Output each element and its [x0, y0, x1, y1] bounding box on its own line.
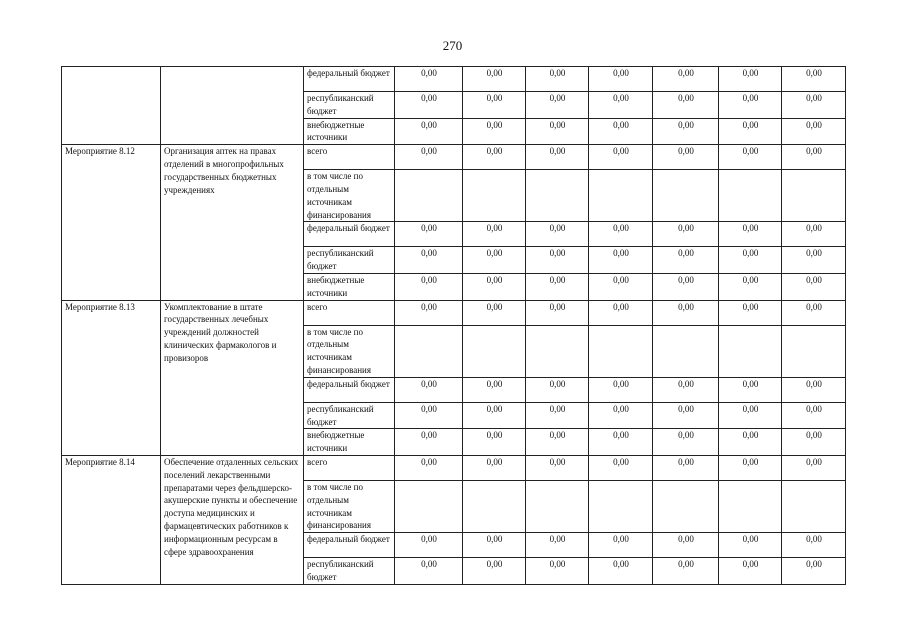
- empty-value-cell: [463, 325, 526, 377]
- value-cell: 0,00: [719, 247, 782, 274]
- value-cell: 0,00: [463, 118, 526, 145]
- funding-source: внебюджетные источники: [304, 273, 395, 300]
- value-cell: 0,00: [526, 429, 589, 456]
- value-cell: 0,00: [653, 533, 719, 558]
- value-cell: 0,00: [526, 273, 589, 300]
- value-cell: 0,00: [463, 377, 526, 402]
- value-cell: 0,00: [719, 300, 782, 325]
- funding-source: федеральный бюджет: [304, 222, 395, 247]
- value-cell: 0,00: [653, 67, 719, 92]
- value-cell: 0,00: [463, 273, 526, 300]
- value-cell: 0,00: [589, 455, 653, 480]
- value-cell: 0,00: [526, 377, 589, 402]
- funding-source: всего: [304, 455, 395, 480]
- measure-label: Мероприятие 8.14: [62, 455, 161, 584]
- measure-label: Мероприятие 8.13: [62, 300, 161, 455]
- empty-value-cell: [653, 480, 719, 532]
- empty-value-cell: [589, 325, 653, 377]
- measure-label-empty: [62, 67, 161, 145]
- empty-value-cell: [782, 325, 846, 377]
- value-cell: 0,00: [395, 247, 463, 274]
- value-cell: 0,00: [463, 300, 526, 325]
- empty-value-cell: [719, 325, 782, 377]
- budget-table: [61, 66, 846, 585]
- value-cell: 0,00: [653, 247, 719, 274]
- empty-value-cell: [463, 480, 526, 532]
- value-cell: 0,00: [463, 558, 526, 585]
- funding-source: всего: [304, 145, 395, 170]
- measure-description-empty: [161, 67, 304, 145]
- value-cell: 0,00: [526, 92, 589, 119]
- measure-label: Мероприятие 8.12: [62, 145, 161, 300]
- empty-value-cell: [589, 170, 653, 222]
- table-row: [62, 455, 846, 480]
- empty-value-cell: [653, 170, 719, 222]
- value-cell: 0,00: [782, 247, 846, 274]
- value-cell: 0,00: [589, 533, 653, 558]
- value-cell: 0,00: [395, 145, 463, 170]
- value-cell: 0,00: [526, 455, 589, 480]
- value-cell: 0,00: [782, 145, 846, 170]
- empty-value-cell: [463, 170, 526, 222]
- value-cell: 0,00: [589, 273, 653, 300]
- value-cell: 0,00: [589, 222, 653, 247]
- value-cell: 0,00: [653, 273, 719, 300]
- empty-value-cell: [719, 480, 782, 532]
- empty-value-cell: [719, 170, 782, 222]
- value-cell: 0,00: [719, 67, 782, 92]
- value-cell: 0,00: [719, 558, 782, 585]
- value-cell: 0,00: [463, 92, 526, 119]
- value-cell: 0,00: [719, 455, 782, 480]
- value-cell: 0,00: [395, 118, 463, 145]
- value-cell: 0,00: [719, 118, 782, 145]
- value-cell: 0,00: [526, 558, 589, 585]
- value-cell: 0,00: [719, 377, 782, 402]
- value-cell: 0,00: [395, 92, 463, 119]
- value-cell: 0,00: [782, 377, 846, 402]
- value-cell: 0,00: [463, 67, 526, 92]
- empty-value-cell: [395, 480, 463, 532]
- value-cell: 0,00: [653, 92, 719, 119]
- value-cell: 0,00: [719, 92, 782, 119]
- value-cell: 0,00: [589, 118, 653, 145]
- empty-value-cell: [526, 480, 589, 532]
- empty-value-cell: [526, 325, 589, 377]
- value-cell: 0,00: [395, 402, 463, 429]
- value-cell: 0,00: [653, 402, 719, 429]
- value-cell: 0,00: [463, 145, 526, 170]
- funding-source: республиканский бюджет: [304, 92, 395, 119]
- value-cell: 0,00: [719, 273, 782, 300]
- funding-source: в том числе по отдельным источникам финансирования: [304, 170, 395, 222]
- value-cell: 0,00: [589, 300, 653, 325]
- empty-value-cell: [589, 480, 653, 532]
- funding-source: республиканский бюджет: [304, 402, 395, 429]
- value-cell: 0,00: [395, 455, 463, 480]
- value-cell: 0,00: [395, 300, 463, 325]
- value-cell: 0,00: [653, 558, 719, 585]
- value-cell: 0,00: [653, 429, 719, 456]
- value-cell: 0,00: [782, 67, 846, 92]
- value-cell: 0,00: [782, 300, 846, 325]
- funding-source: республиканский бюджет: [304, 558, 395, 585]
- value-cell: 0,00: [526, 300, 589, 325]
- empty-value-cell: [526, 170, 589, 222]
- value-cell: 0,00: [782, 92, 846, 119]
- value-cell: 0,00: [395, 533, 463, 558]
- funding-source: внебюджетные источники: [304, 118, 395, 145]
- value-cell: 0,00: [589, 92, 653, 119]
- page-number: 270: [442, 38, 463, 53]
- value-cell: 0,00: [782, 402, 846, 429]
- value-cell: 0,00: [653, 145, 719, 170]
- value-cell: 0,00: [782, 222, 846, 247]
- funding-source: всего: [304, 300, 395, 325]
- value-cell: 0,00: [526, 402, 589, 429]
- value-cell: 0,00: [653, 377, 719, 402]
- value-cell: 0,00: [463, 247, 526, 274]
- value-cell: 0,00: [395, 429, 463, 456]
- value-cell: 0,00: [463, 222, 526, 247]
- value-cell: 0,00: [782, 429, 846, 456]
- value-cell: 0,00: [653, 455, 719, 480]
- value-cell: 0,00: [653, 118, 719, 145]
- value-cell: 0,00: [653, 300, 719, 325]
- empty-value-cell: [782, 170, 846, 222]
- funding-source: в том числе по отдельным источникам финансирования: [304, 325, 395, 377]
- empty-value-cell: [653, 325, 719, 377]
- value-cell: 0,00: [589, 247, 653, 274]
- value-cell: 0,00: [526, 222, 589, 247]
- funding-source: федеральный бюджет: [304, 377, 395, 402]
- funding-source: в том числе по отдельным источникам финансирования: [304, 480, 395, 532]
- value-cell: 0,00: [589, 377, 653, 402]
- value-cell: 0,00: [463, 533, 526, 558]
- value-cell: 0,00: [782, 118, 846, 145]
- value-cell: 0,00: [395, 222, 463, 247]
- measure-description: Организация аптек на правах отделений в многопрофильных государственных бюджетных учреждениях: [161, 145, 304, 300]
- value-cell: 0,00: [589, 429, 653, 456]
- funding-source: федеральный бюджет: [304, 67, 395, 92]
- empty-value-cell: [395, 325, 463, 377]
- value-cell: 0,00: [395, 377, 463, 402]
- value-cell: 0,00: [589, 145, 653, 170]
- value-cell: 0,00: [719, 533, 782, 558]
- funding-source: внебюджетные источники: [304, 429, 395, 456]
- value-cell: 0,00: [782, 558, 846, 585]
- value-cell: 0,00: [589, 558, 653, 585]
- value-cell: 0,00: [719, 429, 782, 456]
- value-cell: 0,00: [653, 222, 719, 247]
- funding-source: федеральный бюджет: [304, 533, 395, 558]
- value-cell: 0,00: [719, 222, 782, 247]
- value-cell: 0,00: [395, 67, 463, 92]
- value-cell: 0,00: [395, 273, 463, 300]
- value-cell: 0,00: [395, 558, 463, 585]
- value-cell: 0,00: [463, 429, 526, 456]
- value-cell: 0,00: [719, 145, 782, 170]
- table-row: [62, 145, 846, 170]
- measure-description: Обеспечение отдаленных сельских поселений лекарственными препаратами через фельдшерско-акушерские пункты и обеспечение доступа медицинских и фармацевтических работников к информационным ресурсам в сфере здравоохранения: [161, 455, 304, 584]
- value-cell: 0,00: [526, 118, 589, 145]
- value-cell: 0,00: [782, 273, 846, 300]
- value-cell: 0,00: [782, 455, 846, 480]
- value-cell: 0,00: [463, 455, 526, 480]
- funding-source: республиканский бюджет: [304, 247, 395, 274]
- value-cell: 0,00: [526, 67, 589, 92]
- table-row: [62, 300, 846, 325]
- table-row: [62, 67, 846, 92]
- value-cell: 0,00: [719, 402, 782, 429]
- empty-value-cell: [395, 170, 463, 222]
- value-cell: 0,00: [526, 247, 589, 274]
- value-cell: 0,00: [526, 145, 589, 170]
- value-cell: 0,00: [782, 533, 846, 558]
- value-cell: 0,00: [589, 67, 653, 92]
- empty-value-cell: [782, 480, 846, 532]
- value-cell: 0,00: [526, 533, 589, 558]
- measure-description: Укомплектование в штате государственных лечебных учреждений должностей клинических фармакологов и провизоров: [161, 300, 304, 455]
- value-cell: 0,00: [589, 402, 653, 429]
- value-cell: 0,00: [463, 402, 526, 429]
